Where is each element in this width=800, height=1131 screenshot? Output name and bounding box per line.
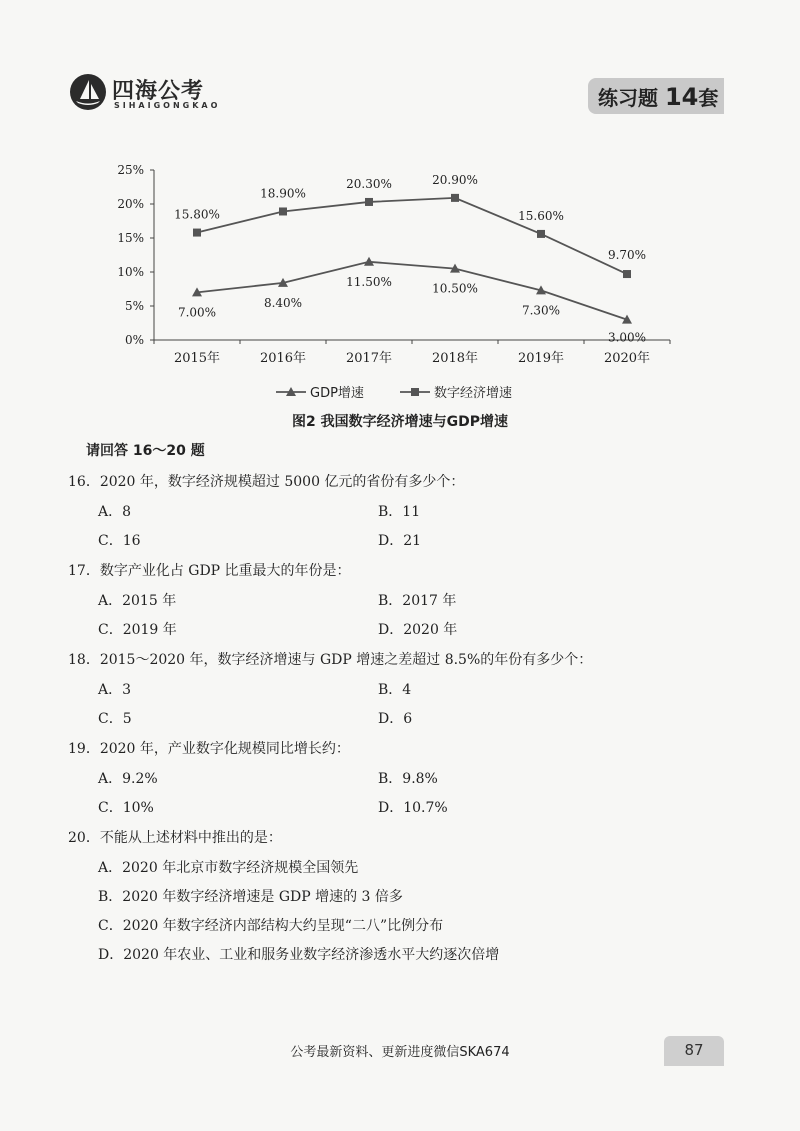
data-label: 15.80% [174, 207, 220, 222]
question-18: 18．2015～2020 年，数字经济增速与 GDP 增速之差超过 8.5%的年份有多少个： [68, 652, 593, 668]
question-17: 17．数字产业化占 GDP 比重最大的年份是： [68, 563, 351, 579]
q18-option-c[interactable]: C．5 [98, 711, 132, 727]
q20-option-a[interactable]: A．2020 年北京市数字经济规模全国领先 [98, 860, 359, 876]
q19-option-c[interactable]: C．10% [98, 800, 154, 816]
q16-option-c[interactable]: C．16 [98, 533, 141, 549]
data-label: 8.40% [263, 295, 303, 310]
q19-option-d[interactable]: D．10.7% [378, 800, 448, 816]
sailboat-logo-icon [68, 72, 108, 112]
y-tick-label: 10% [117, 265, 144, 279]
page-number: 87 [684, 1041, 704, 1059]
q17-option-b[interactable]: B．2017 年 [378, 593, 457, 609]
brand-name: 四海公考 [112, 79, 205, 104]
data-point-square [537, 230, 545, 238]
x-tick-label: 2020年 [603, 351, 651, 366]
question-19: 19．2020 年，产业数字化规模同比增长约： [68, 741, 350, 757]
data-point-square [365, 198, 373, 206]
q19-option-a[interactable]: A．9.2% [98, 771, 158, 787]
question-16: 16．2020 年，数字经济规模超过 5000 亿元的省份有多少个： [68, 474, 465, 490]
legend-marker-square [411, 388, 419, 396]
footer-note: 公考最新资料、更新进度微信SKA674 [290, 1045, 510, 1060]
legend-label: GDP增速 [310, 386, 364, 401]
brand-subtitle: SIHAIGONGKAO [114, 101, 221, 110]
q20-option-d[interactable]: D．2020 年农业、工业和服务业数字经济渗透水平大约逐次倍增 [98, 947, 500, 963]
data-label: 20.90% [432, 172, 478, 187]
set-prefix: 练习题 [598, 86, 658, 110]
x-tick-label: 2019年 [517, 351, 565, 366]
q20-option-b[interactable]: B．2020 年数字经济增速是 GDP 增速的 3 倍多 [98, 889, 403, 905]
y-tick-label: 20% [117, 197, 144, 211]
x-tick-label: 2016年 [259, 351, 307, 366]
data-label: 3.00% [607, 330, 647, 345]
growth-line-chart [100, 150, 680, 406]
chart-caption: 图2 我国数字经济增速与GDP增速 [292, 414, 508, 430]
x-tick-label: 2015年 [173, 351, 221, 366]
data-label: 7.30% [521, 303, 561, 318]
q19-option-b[interactable]: B．9.8% [378, 771, 438, 787]
questions-intro: 请回答 16～20 题 [86, 443, 205, 459]
q18-option-b[interactable]: B．4 [378, 682, 412, 698]
data-label: 18.90% [260, 186, 306, 201]
data-label: 7.00% [177, 305, 217, 320]
y-tick-label: 25% [117, 163, 144, 177]
data-label: 20.30% [346, 176, 392, 191]
y-tick-label: 0% [124, 333, 144, 347]
question-20: 20．不能从上述材料中推出的是： [68, 830, 282, 846]
data-label: 9.70% [607, 248, 647, 263]
q16-option-b[interactable]: B．11 [378, 504, 421, 520]
page-header [0, 0, 800, 135]
data-label: 15.60% [518, 208, 564, 223]
q16-option-d[interactable]: D．21 [378, 533, 422, 549]
q16-option-a[interactable]: A．8 [98, 504, 132, 520]
data-point-square [279, 207, 287, 215]
q20-option-c[interactable]: C．2020 年数字经济内部结构大约呈现“二八”比例分布 [98, 918, 444, 934]
data-label: 10.50% [432, 281, 478, 296]
series-line-0 [197, 262, 627, 320]
q17-option-d[interactable]: D．2020 年 [378, 622, 458, 638]
x-tick-label: 2017年 [345, 351, 393, 366]
q17-option-c[interactable]: C．2019 年 [98, 622, 177, 638]
data-point-square [193, 229, 201, 237]
legend-label: 数字经济增速 [434, 386, 513, 401]
y-tick-label: 5% [124, 299, 144, 313]
data-label: 11.50% [346, 274, 392, 289]
data-point-square [623, 270, 631, 278]
y-tick-label: 15% [117, 231, 144, 245]
x-tick-label: 2018年 [431, 351, 479, 366]
set-number: 14 [664, 83, 699, 111]
q17-option-a[interactable]: A．2015 年 [98, 593, 177, 609]
data-point-square [451, 194, 459, 202]
set-label [598, 82, 718, 111]
set-suffix: 套 [698, 86, 719, 110]
q18-option-d[interactable]: D．6 [378, 711, 413, 727]
q18-option-a[interactable]: A．3 [98, 682, 132, 698]
